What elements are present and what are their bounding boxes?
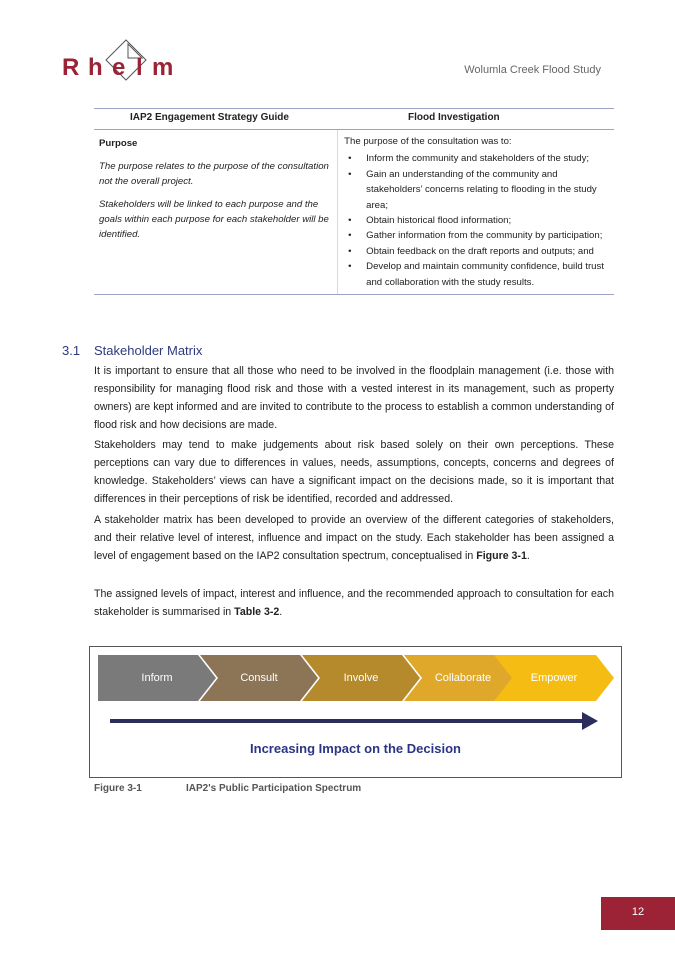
section-title: Stakeholder Matrix [94, 343, 203, 358]
table-header-row [94, 109, 614, 130]
flood-investigation-cell [338, 130, 614, 294]
consultation-intro: The purpose of the consultation was to: [344, 136, 512, 147]
list-item: • Inform the community and stakeholders of the study; [344, 151, 614, 166]
arrow-right-icon [582, 712, 598, 730]
paragraph-4 [94, 585, 614, 621]
paragraph-4-end: . [279, 606, 283, 618]
consultation-bullets [344, 151, 614, 290]
engagement-table [94, 108, 614, 295]
logo-letter-h: h [88, 54, 103, 81]
iap2-spectrum-figure [89, 646, 622, 778]
figure-caption-label: Figure 3-1 [94, 783, 142, 794]
figure-caption-text: IAP2's Public Participation Spectrum [186, 783, 362, 794]
stage-chevron-involve [302, 655, 420, 701]
paragraph-2: Stakeholders may tend to make judgements about risk based solely on their own perceptions. These perceptions can vary due to differences in values, needs, assumptions, concepts, concerns and degrees of knowledge. Stakeholders’ views can have a significant impact on the decisions made, so it is important that differences in their perceptions of risk be identified, recorded and addressed. [94, 439, 614, 505]
table-row [94, 130, 614, 294]
table-header-col1: IAP2 Engagement Strategy Guide [130, 112, 289, 123]
list-item: • Obtain feedback on the draft reports and outputs; and [344, 244, 614, 259]
stage-label: Inform [141, 672, 173, 684]
logo-letter-l: l [136, 54, 143, 81]
paragraph-4-text: The assigned levels of impact, interest and influence, and the recommended approach to consultation for each stakeholder is summarised in [94, 588, 614, 618]
impact-arrow-line [110, 719, 592, 723]
paragraph-1: It is important to ensure that all those who need to be involved in the floodplain management (i.e. those with responsibility for managing flood risk and those with a vested interest in its management, such as property owners) are kept informed and are invited to contribute to the process to establish a common understanding of flood risk and how decisions are made. [94, 365, 614, 431]
page-number: 12 [601, 897, 675, 930]
list-item: • Gather information from the community by participation; [344, 228, 614, 243]
figure-reference: Figure 3-1 [476, 550, 527, 562]
stage-label: Consult [240, 672, 278, 684]
purpose-cell [94, 130, 338, 294]
section-number: 3.1 [62, 343, 81, 358]
section-heading [62, 343, 202, 358]
logo-letter-r: R [62, 54, 80, 81]
logo-letter-m: m [152, 54, 174, 81]
stage-chevron-empower [494, 655, 614, 701]
list-item: • Obtain historical flood information; [344, 213, 614, 228]
paragraph-3-end: . [526, 550, 530, 562]
stage-chevron-inform [98, 655, 216, 701]
paragraph-3 [94, 511, 614, 565]
stage-label: Involve [343, 672, 379, 684]
list-item: • Gain an understanding of the community and stakeholders’ concerns relating to flooding in the study area; [344, 167, 614, 213]
figure-caption [94, 783, 361, 794]
stage-chevron-consult [200, 655, 318, 701]
purpose-text-1: The purpose relates to the purpose of the consultation not the overall project. [99, 161, 329, 187]
impact-arrow-label: Increasing Impact on the Decision [250, 741, 461, 756]
list-item: • Develop and maintain community confidence, build trust and collaboration with the study results. [344, 259, 614, 290]
stage-label: Empower [530, 672, 578, 684]
rhelm-logo [62, 38, 182, 84]
document-title: Wolumla Creek Flood Study [464, 64, 601, 76]
table-header-col2: Flood Investigation [408, 112, 500, 123]
paragraph-3-text: A stakeholder matrix has been developed to provide an overview of the different categories of stakeholders, and their relative level of interest, influence and impact on the study. Each stakeholder has been assigned a level of engagement based on the IAP2 consultation spectrum, conceptualised in [94, 514, 614, 562]
logo-letter-e: e [112, 54, 126, 81]
purpose-text-2: Stakeholders will be linked to each purpose and the goals within each purpose for each stakeholder will be identified. [99, 199, 329, 240]
purpose-heading: Purpose [99, 138, 138, 149]
stage-label: Collaborate [434, 672, 492, 684]
table-reference: Table 3-2 [234, 606, 280, 618]
